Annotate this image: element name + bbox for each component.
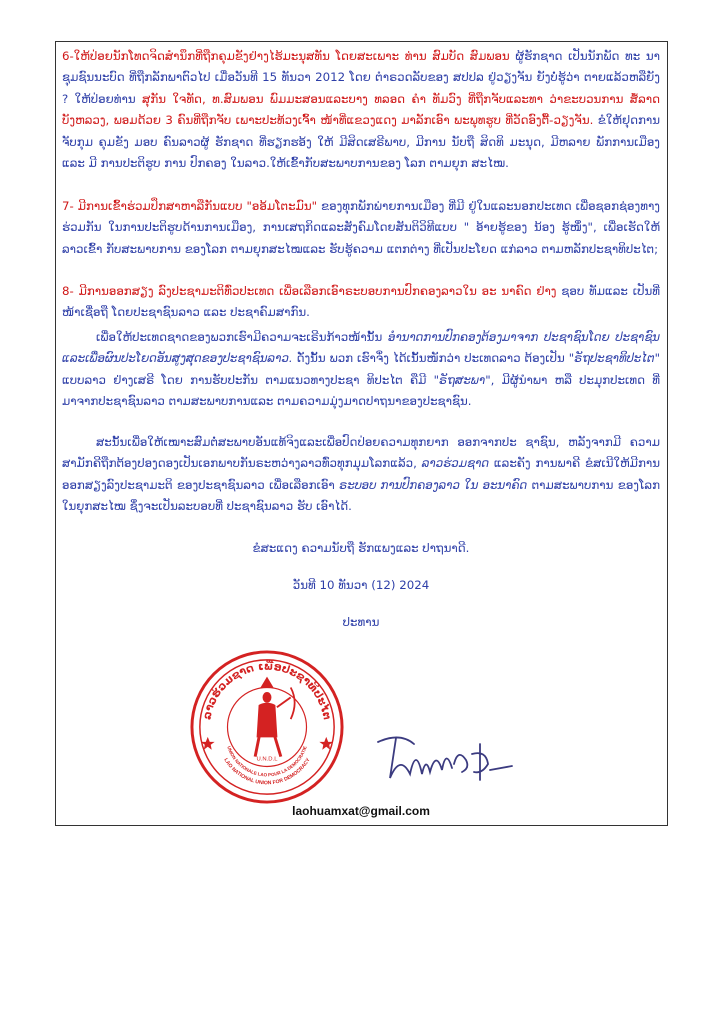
p9-i3: "ຣັຖສະພາ" [433, 372, 491, 387]
paragraph-8 [62, 281, 660, 324]
p9-i2: "ຣັຖປະຊາທິປະໄຕ" [568, 351, 660, 366]
p9-t2: ດັ່ງນັ້ນ ພວກ ເຮົາຈຶ່ງ ໄດ້ເນັ້ນໜັກວ່າ ປະເທດລາວ ຕ້ອງເປັນ [292, 351, 569, 366]
p9-t3: ແບບລາວ ຢ່າງເສຣີ ໂດຍ ການຮັບປະກັນ ຕາມແນວທາງປະຊາ ທິປະໄຕ ຄືມີ [62, 372, 434, 387]
p10-t2: ແລະຄັງ ການພາຄີ ຂໍສເນີໃຫ້ມີການອອກສຽງລົງປະຊາມະຕິ ຂອງປະຊາຊົນລາວ ເພື່ອເລືອກເອົາ [62, 456, 660, 492]
p10-t3: ຕາມສະພາບການ ຂອງໂລກ ໃນຍຸກສະໄໝ ຊຶ່ງຈະເປັນລະບອບທີ່ ປະຊາຊົນລາວ ຮັບ ເອົາໄດ້. [62, 477, 660, 514]
p10-t1: ສະນັ້ນເພື່ອໃຫ້ເໝາະສົມຕໍ່ສະພາບອັນແທ້ຈິງແລະເພື່ອປົດປ່ອຍຄວາມທຸກຍາກ ອອກຈາກປະ ຊາຊົນ, ຫລັງຈາກມີ ຄວາມສາມັກຄີຖືກຕ້ອງປອງດອງເປັນເອກພາບກັນຣະຫວ່າງລາວທົ່ວທຸກມຸມໂລກແລ້ວ, [62, 435, 660, 471]
p8-red-lead: 8- ມີການອອກສຽງ ລົງປະຊາມະຕິທົ່ວປະເທດ ເພື່ອເລືອກເອົາຣະບອບການປົກຄອງລາວໃນ ອະ ນາຄົດ ຢ່າງ [62, 284, 557, 298]
stamp-top-text: ລາວຮ່ວມຊາດ ເພື່ອປະຊາທິປະໄຕ [200, 659, 334, 721]
archer-figure-icon [255, 678, 295, 757]
p6-red-lead: 6-ໃຫ້ປ່ອຍນັກໂທດຈິດສຳນຶກທີ່ຖືກຄຸມຂັງຢ່າງໄຮ້ມະນຸສທັນ ໂດຍສະເພາະ ທ່ານ ສົມບັດ ສົມພອນ [62, 49, 510, 63]
stamp-fr-text: UNION NATIONALE LAO POUR LA DEMOCRATIE [226, 745, 308, 778]
contact-email: laohuamxat@gmail.com [292, 804, 430, 818]
p6-text-3: ຂໍໃຫ້ຢຸດການຈັບກຸມ ຄຸມຂັງ ມອບ ຄົນລາວຜູ້ ຮັກຊາດ ທີ່ຮຽກຮອ້ງ ໃຫ້ ມີສິດເສຣີພາບ, ມີການ ນັບຖື ສິດທິ ມະນຸດ, ມີຫລາຍ ພັກການເມືອງ ແລະ ມີ ການປະຕິຮູບ ການ ປົກຄອງ ໃນລາວ.ໃຫ້ເຂົ້າກັບສະພາບການຂອງ ໂລກ ຕາມຍຸກ ສະໄໝ. [62, 113, 660, 171]
stamp-abbr: U.N.D.L [256, 756, 278, 763]
paragraph-10 [62, 432, 660, 518]
paragraph-6 [62, 46, 660, 174]
p7-text: ຂອງທຸກພັກພ່າຍການເມືອງ ທີ່ມີ ຢູ່ໃນແລະນອກປະເທດ ເພື່ອຊອກຊ່ອງທາງຮ່ວມກັນ ໃນການປະຕິຮູບດ້ານການເມືອງ, ການເສຖກິດແລະສັງຄົມໂດຍສັນຕິວິທີແບບ " ອ້າຍຮູ້ຂອງ ນ້ອງ ຮູ້ໜຶ່ງ", ເພື່ອເຮັດໃຫ້ ລາວເຂົ້າ ກັບສະພາບການ ຂອງໂລກ ຕາມຍຸກສະໄໝແລະ ຮັບຮູ້ຄວາມ ແຕກຕ່າງ ທີ່ເປັນປະໂຍດ ແກ່ລາວ ຕາມຫລັກປະຊາທິປະໄຕ; [62, 199, 660, 256]
p9-i1: ອຳນາດການປົກຄອງຕ້ອງມາຈາກ ປະຊາຊົນໂດຍ ປະຊາຊົນແລະເພື່ອຜົນປະໂຍດອັນສູງສຸດຂອງປະຊາຊົນລາວ. [62, 330, 660, 366]
p6-red-2: ສຸກັນ ໃຈທັດ, ທ.ສົມພອນ ພົມມະສອນແລະບາງ ທລອດ ຄຳ ທັມວົງ ທີ່ຖືກຈັບແລະທາ ວ່າຂະບວນການ ສໍ້ລາດ ບັງຫລວງ, ພອມດ້ວຍ 3 ຄົນທີ່ຖືກຈັບ ເພາະປະທ້ວງເຈົ້າ ໜ້າທີ່ແຂວງແດງ ມາລັກເອົາ ພະພຸທຮູບ ທີ່ວັດອົງຕື້-ວຽງຈັນ. [62, 91, 661, 128]
p9-t4: , ມີຜູ້ນຳພາ ຫລື ປະມຸກປະເທດ ທີ່ ມາຈາກປະຊາຊົນລາວ ຕາມສະພາບການແລະ ຕາມຄວາມມຸ່ງມາດປາຖນາຂອງປະຊາຊົນ. [62, 372, 661, 409]
p8-text: ຊອບ ທັມແລະ ເປັນທີ່ໜ້າເຊື່ອຖື ໂດຍປະຊາຊົນລາວ ແລະ ປະຊາຄົມສາກົນ. [62, 284, 660, 320]
signature [370, 720, 525, 795]
organization-seal [188, 648, 346, 806]
p10-i1: ລາວຮ່ວມຊາດ [421, 456, 490, 471]
p6-text-1: ຜູ້ຮັກຊາດ ເປັນນັກພັດ ທະ ນາ ຊຸມຊົນນະບົດ ທີ່ຖືກລັກພາຕົວໄປ ເມື່ອວັນທີ 15 ທັນວາ 2012 ໂດຍ ຕຳຣວດລັບຂອງ ສປປລ ຢູ່ວຽງຈັນ ຍັງບໍ່ຮູ້ວ່າ ຕາຍແລ້ວຫລືຍັງ ? ໃຫ້ປ່ອຍທ່ານ [62, 49, 660, 106]
president-title: ປະທານ [342, 615, 380, 629]
p9-t1: ເພື່ອໃຫ້ປະເທດຊາດຂອງພວກເຮົາມີຄວາມຈະເຣີນກ້າວໜ້ານັ້ນ [96, 330, 388, 344]
paragraph-7 [62, 196, 660, 260]
p10-i2: ຣະບອບ ການປົກຄອງລາວ ໃນ ອະນາຄົດ [339, 477, 528, 492]
paragraph-9 [62, 327, 660, 413]
date-line: ວັນທີ 10 ທັນວາ (12) 2024 [292, 578, 430, 592]
closing-line: ຂໍສະແດງ ຄວາມນັບຖື ຮັກແພງແລະ ປາຖນາດີ. [252, 541, 470, 555]
p7-red-lead: 7- ມີການເຂົ້າຮ່ວມປຶກສາຫາລືກັນແບບ "ອອ້ມໂຕະມົນ" [62, 199, 318, 213]
stamp-en-text: LAO NATIONAL UNION FOR DEMOCRACY [222, 757, 312, 787]
